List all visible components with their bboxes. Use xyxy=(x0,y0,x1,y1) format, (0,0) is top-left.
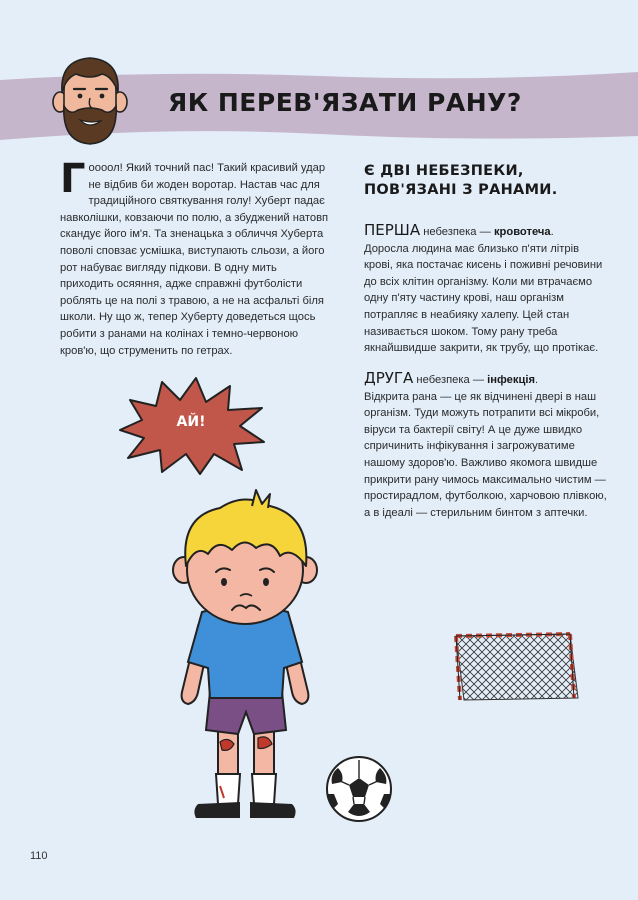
intro-text: оооол! Який точний пас! Такий красивий удар не відбив би жоден воротар. Настав час для традиційного святкування голу! Хуберт падає навколішки, ковзаючи по полю, а збуджений натовп скандує його ім'я. Та зненацька з обличчя Хуберта поволі сповзає усмішка, виступають сльози, а його рот набуває вигляду підкови. В одну мить приходить осяяння, адже справжні футболісти роблять це на полі з травою, а не на асфальті біля школи. Ну що ж, тепер Хуберту доведеться щось робити з ранами на колінах і темно-червоною кров'ю, що струменить по гетрах. xyxy=(60,162,329,357)
intro-paragraph xyxy=(60,156,332,359)
boy-illustration xyxy=(160,486,330,826)
page-title: ЯК ПЕРЕВ'ЯЗАТИ РАНУ? xyxy=(168,88,522,117)
second-danger-keyword: інфекція xyxy=(487,374,535,386)
second-danger-mid: небезпека — xyxy=(413,374,488,386)
first-danger-paragraph xyxy=(364,222,609,357)
author-avatar xyxy=(50,54,130,146)
drop-cap: Г xyxy=(60,156,86,202)
second-danger-body: Відкрита рана — це як відчинені двері в наш організм. Туди можуть потрапити всі мікроби, віруси та бактерії світу! А це дуже швидко спричинить інфікування і загрожуватиме нашому здоров'ю. Важливо якомога швидше прикрити рану чимось максимально чистим — простирадлом, футболкою, харчовою плівкою, а в ідеалі — стерильним бинтом з аптечки. xyxy=(364,390,607,519)
second-danger-paragraph xyxy=(364,370,609,521)
page-number: 110 xyxy=(30,850,48,862)
first-danger-mid: небезпека — xyxy=(420,226,494,238)
first-danger-lead: ПЕРША xyxy=(364,221,421,239)
second-danger-lead: ДРУГА xyxy=(364,369,414,387)
first-danger-keyword: кровотеча xyxy=(493,226,551,238)
second-danger-end: . xyxy=(535,374,539,386)
soccer-goal-icon xyxy=(450,628,582,704)
first-danger-body: Доросла людина має близько п'яти літрів крові, яка постачає кисень і поживні речовини до всіх клітин організму. Коли ми втрачаємо одну п'яту частину крові, наш організм потрапляє в неабияку халепу. Цей стан називається шоком. Тому рану треба якнайшвидше закрити, як трубу, що протікає. xyxy=(364,242,603,355)
first-danger-end: . xyxy=(550,226,554,238)
soccer-ball-icon xyxy=(324,754,394,824)
dangers-heading: Є ДВІ НЕБЕЗПЕКИ, ПОВ'ЯЗАНІ З РАНАМИ. xyxy=(364,163,558,198)
exclamation-text: АЙ! xyxy=(176,414,206,430)
